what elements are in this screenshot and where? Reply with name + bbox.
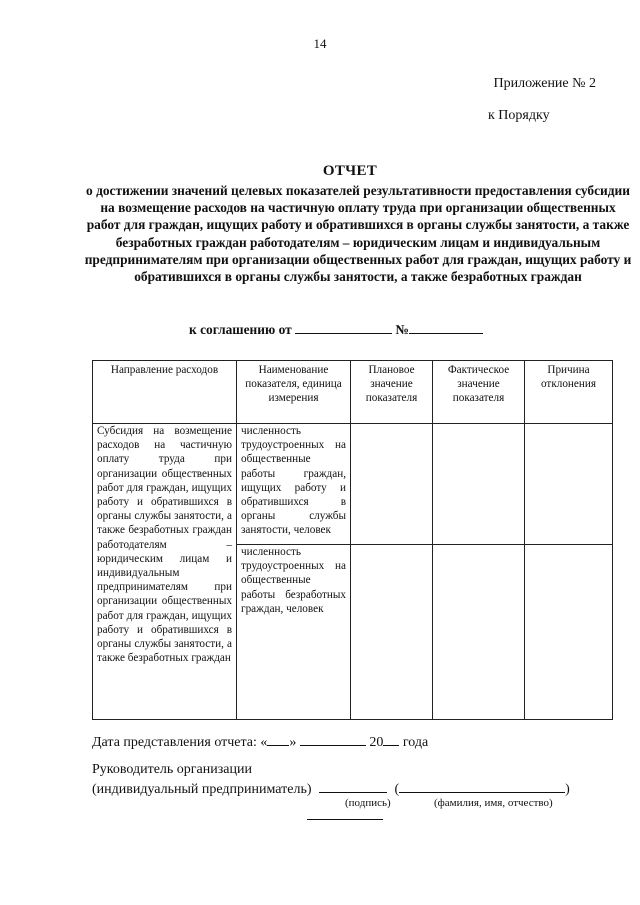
appendix-title: Приложение № 2 <box>493 76 596 91</box>
header-reason: Причина отклонения <box>525 361 613 424</box>
agreement-prefix: к соглашению от <box>189 322 292 337</box>
actual-value-cell[interactable] <box>433 424 525 545</box>
actual-value-cell[interactable] <box>433 545 525 720</box>
year-blank[interactable] <box>383 733 399 746</box>
full-name-blank[interactable] <box>399 780 565 793</box>
indicator-cell: численность трудоустроенных на общественные работы безработных граждан, человек <box>237 545 351 720</box>
deviation-reason-cell[interactable] <box>525 545 613 720</box>
bottom-rule <box>307 819 383 820</box>
year-prefix: 20 <box>369 735 384 750</box>
head-title: Руководитель организации <box>92 762 252 777</box>
open-paren: ( <box>394 782 400 797</box>
planned-value-cell[interactable] <box>351 545 433 720</box>
report-subtitle: о достижении значений целевых показателей результативности предоставления субсидии на возмещение расходов на частичную оплату труда при организации общественных работ для граждан, ищущих работу и обратившихся в органы службы занятости, а также безработных граждан работодателям – юридическим лицам и индивидуальным предпринимателям при организации общественных работ для граждан, ищущих работу и обратившихся в органы службы занятости, а также безработных граждан <box>84 183 632 285</box>
page-number: 14 <box>313 36 327 51</box>
table-header-row <box>93 361 613 424</box>
full-name-caption: (фамилия, имя, отчество) <box>434 797 553 809</box>
agreement-date-blank[interactable] <box>295 321 392 334</box>
year-suffix: года <box>402 735 429 750</box>
submission-date-line <box>92 733 428 751</box>
direction-cell: Субсидия на возмещение расходов на частичную оплату труда при организации общественных работ для граждан, ищущих работу и обратившихся в органы службы занятости, а также безработных граждан работодателям – юридическим лицам и индивидуальным предпринимателям при организации общественных работ для граждан, ищущих работу и обратившихся в органы службы занятости, а также безработных граждан <box>93 424 237 720</box>
head-subtitle-line <box>92 780 570 798</box>
planned-value-cell[interactable] <box>351 424 433 545</box>
open-quote: « <box>260 735 268 750</box>
header-indicator: Наименование показателя, единица измерения <box>237 361 351 424</box>
header-planned: Плановое значение показателя <box>351 361 433 424</box>
signature-blank[interactable] <box>319 780 387 793</box>
signature-caption: (подпись) <box>345 797 391 809</box>
head-subtitle: (индивидуальный предприниматель) <box>92 782 312 797</box>
deviation-reason-cell[interactable] <box>525 424 613 545</box>
submission-date-label: Дата представления отчета: <box>92 735 257 750</box>
indicator-cell: численность трудоустроенных на общественные работы граждан, ищущих работу и обратившихся в органы службы занятости, человек <box>237 424 351 545</box>
report-table <box>92 360 613 720</box>
table-row <box>93 424 613 545</box>
agreement-line <box>189 321 483 338</box>
header-direction: Направление расходов <box>93 361 237 424</box>
report-title: ОТЧЕТ <box>322 163 378 179</box>
close-paren: ) <box>565 782 570 797</box>
appendix-subtitle: к Порядку <box>488 108 550 123</box>
day-blank[interactable] <box>267 733 289 746</box>
agreement-number-blank[interactable] <box>409 321 483 334</box>
header-actual: Фактическое значение показателя <box>433 361 525 424</box>
month-blank[interactable] <box>300 733 366 746</box>
close-quote: » <box>289 735 297 750</box>
agreement-number-sign: № <box>395 322 409 337</box>
